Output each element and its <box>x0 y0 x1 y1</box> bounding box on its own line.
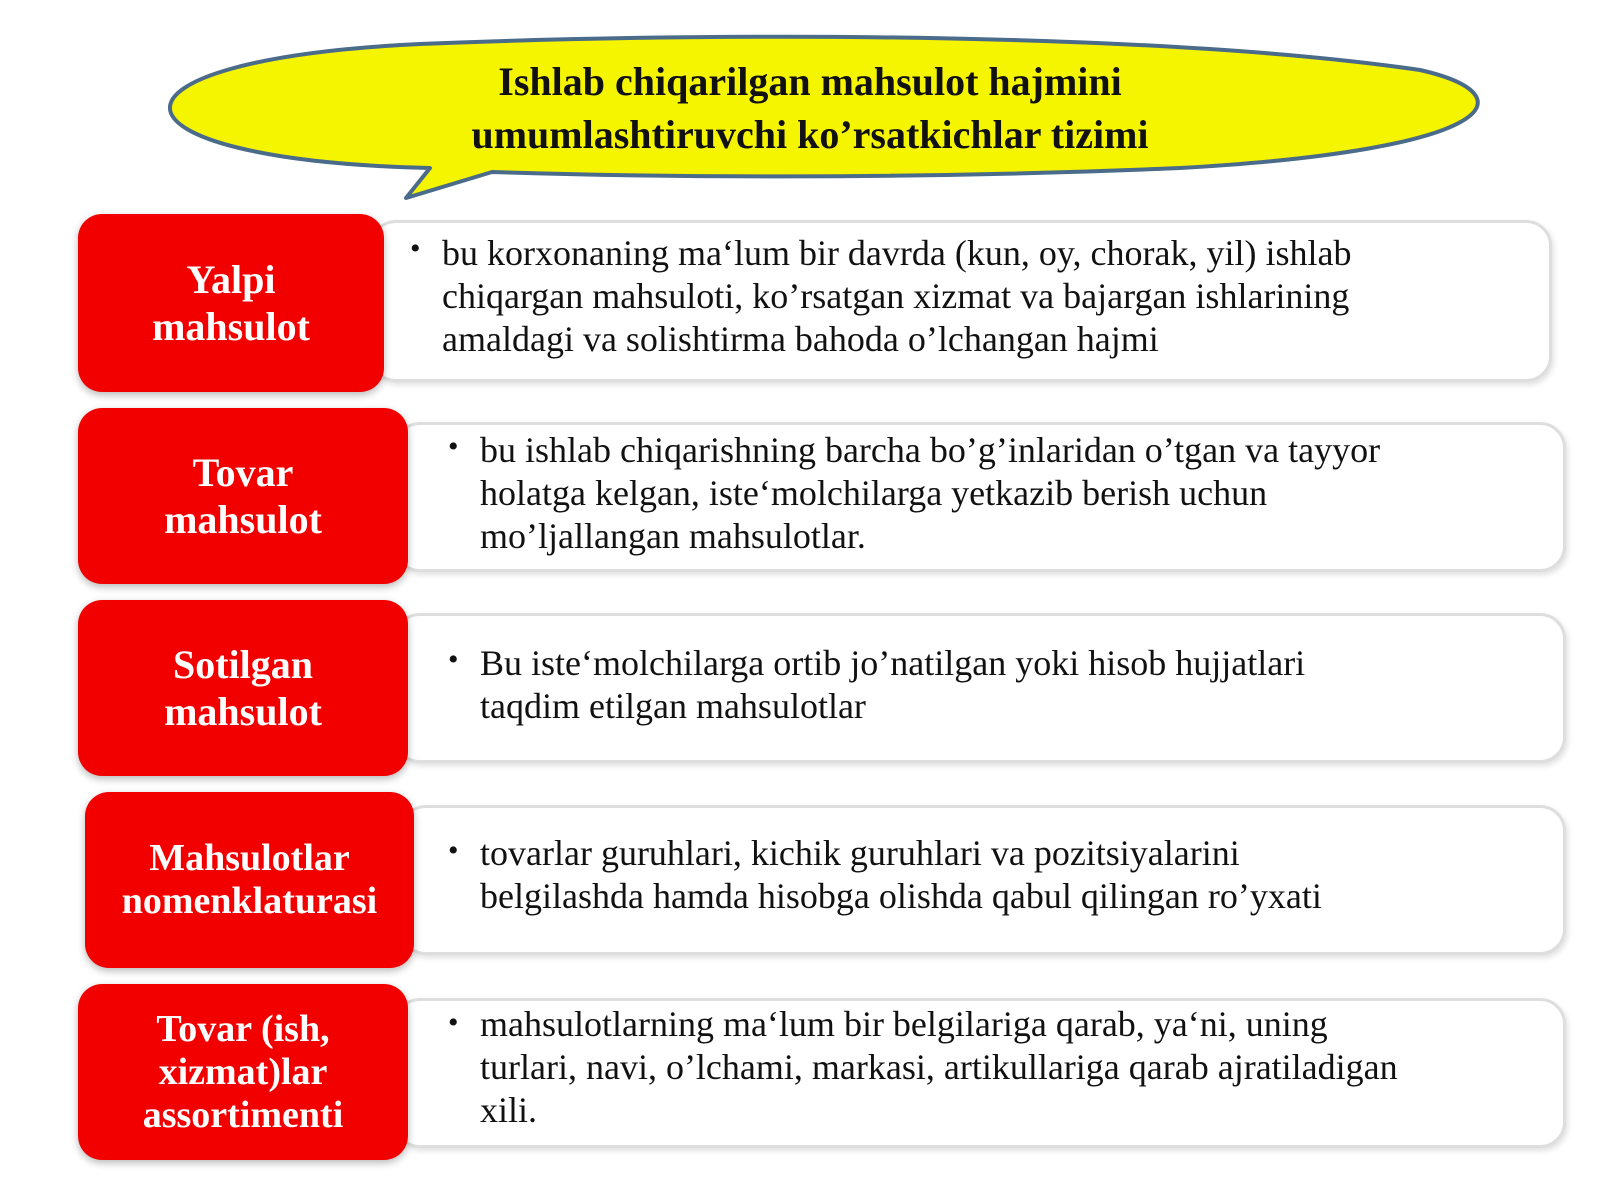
row-1-label-box <box>78 214 384 392</box>
row-1-description: bu korxonaning ma‘lum bir davrda (kun, oy, chorak, yil) ishlab chiqargan mahsuloti, ko’rsatgan xizmat va bajargan ishlarining amaldagi va solishtirma bahoda o’lchangan hajmi <box>442 233 1352 359</box>
row-1-label: Yalpi mahsulot <box>152 257 310 349</box>
row-2-label-box <box>78 408 408 584</box>
row-4-description: tovarlar guruhlari, kichik guruhlari va pozitsiyalarini belgilashda hamda hisobga olishda qabul qilingan ro’yxati <box>480 833 1322 916</box>
row-2-description: bu ishlab chiqarishning barcha bo’g’inlaridan o’tgan va tayyor holatga kelgan, iste‘molchilarga yetkazib berish uchun mo’ljallangan mahsulotlar. <box>480 430 1381 556</box>
row-3-description: Bu iste‘molchilarga ortib jo’natilgan yoki hisob hujjatlari taqdim etilgan mahsulotlar <box>480 643 1306 726</box>
row-3-label-box <box>78 600 408 776</box>
row-2-label: Tovar mahsulot <box>164 450 322 542</box>
row-3-label: Sotilgan mahsulot <box>164 642 322 734</box>
row-5-description: mahsulotlarning ma‘lum bir belgilariga qarab, ya‘ni, uning turlari, navi, o’lchami, markasi, artikullariga qarab ajratiladigan xili. <box>480 1004 1398 1130</box>
row-3-bullet-icon: • <box>448 643 459 676</box>
row-5-label-box <box>78 984 408 1160</box>
row-2-bullet-icon: • <box>448 430 459 463</box>
diagram-title <box>300 55 1320 161</box>
row-4-bullet-icon: • <box>448 834 459 867</box>
title-line-1: Ishlab chiqarilgan mahsulot hajmini <box>498 59 1122 104</box>
row-5-bullet-icon: • <box>448 1006 459 1039</box>
title-line-2: umumlashtiruvchi ko’rsatkichlar tizimi <box>471 112 1149 157</box>
row-4-label: Mahsulotlar nomenklaturasi <box>121 837 378 922</box>
row-5-label: Tovar (ish, xizmat)lar assortimenti <box>142 1007 344 1136</box>
row-4-label-box <box>85 792 414 968</box>
row-1-bullet-icon: • <box>410 232 421 265</box>
